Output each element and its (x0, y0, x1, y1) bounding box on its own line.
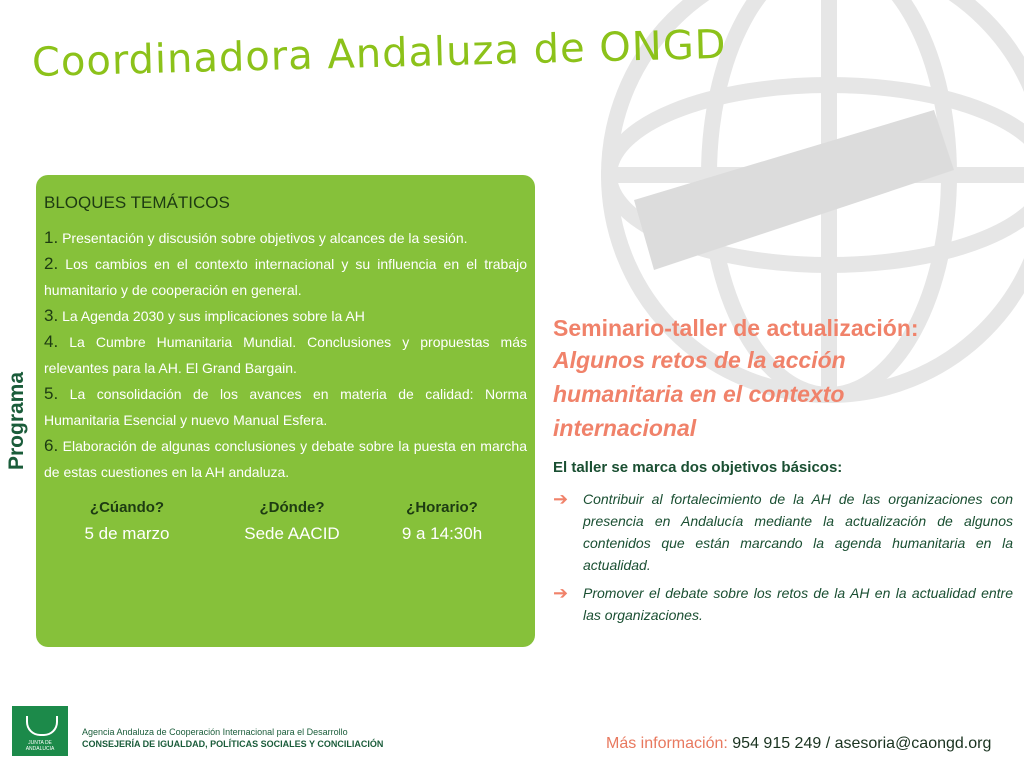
item-text: Presentación y discusión sobre objetivos y alcances de la sesión. (58, 230, 468, 246)
where-question: ¿Dónde? (259, 499, 325, 516)
time-question: ¿Horario? (406, 499, 478, 516)
program-item (44, 225, 527, 251)
objective-text: Contribuir al fortalecimiento de la AH de las organizaciones con presencia en Andalucía mediante la actualización de algunos contenidos que están marcando la agenda humanitaria en la actualidad. (583, 491, 1013, 573)
agency-name: Agencia Andaluza de Cooperación Internacional para el Desarrollo (82, 727, 348, 737)
program-item (44, 329, 527, 381)
when-question: ¿Cúando? (89, 499, 165, 516)
where-block (212, 499, 372, 544)
item-text: Elaboración de algunas conclusiones y debate sobre la puesta en marcha de estas cuestiones en la AH andaluza. (44, 438, 527, 480)
item-text: Los cambios en el contexto internacional y su influencia en el trabajo humanitario y de cooperación en general. (44, 256, 527, 298)
agency-text (82, 726, 383, 750)
item-number: 6. (44, 436, 59, 455)
page-title: Coordinadora Andaluza de ONGD (31, 21, 728, 86)
time-answer: 9 a 14:30h (401, 524, 483, 543)
more-info-label: Más información: (606, 735, 728, 752)
ministry-name: CONSEJERÍA DE IGUALDAD, POLÍTICAS SOCIALES Y CONCILIACIÓN (82, 739, 384, 749)
objectives-intro: El taller se marca dos objetivos básicos: (553, 459, 843, 476)
program-item (44, 303, 527, 329)
item-text: La Agenda 2030 y sus implicaciones sobre la AH (58, 308, 365, 324)
item-number: 3. (44, 306, 59, 325)
seminar-title: Seminario-taller de actualización: (553, 315, 919, 341)
arrow-right-icon: ➔ (553, 583, 569, 603)
blocks-heading: BLOQUES TEMÁTICOS (44, 193, 230, 212)
more-info (606, 735, 991, 753)
program-item (44, 433, 527, 485)
where-answer: Sede AACID (244, 524, 340, 543)
objective-item (553, 488, 1013, 576)
arrow-right-icon: ➔ (553, 489, 569, 509)
time-block (372, 499, 512, 544)
when-answer: 5 de marzo (84, 524, 170, 543)
logo-arch-icon (26, 716, 58, 736)
item-text: La Cumbre Humanitaria Mundial. Conclusiones y propuestas más relevantes para la AH. El Grand Bargain. (44, 334, 527, 376)
item-text: La consolidación de los avances en materia de calidad: Norma Humanitaria Esencial y nuevo Manual Esfera. (44, 386, 527, 428)
item-number: 1. (44, 228, 59, 247)
program-item (44, 381, 527, 433)
objective-text: Promover el debate sobre los retos de la AH en la actualidad entre las organizaciones. (583, 585, 1013, 623)
logo-text: JUNTA DE ANDALUCIA (25, 740, 55, 752)
when-block (52, 499, 202, 544)
seminar-subtitle: Algunos retos de la acción humanitaria en el contexto internacional (553, 347, 846, 441)
junta-andalucia-logo (12, 706, 68, 756)
more-info-contact: 954 915 249 / asesoria@caongd.org (727, 735, 992, 752)
objective-item (553, 582, 1013, 626)
event-info-row (44, 499, 527, 544)
program-side-label: Programa (5, 371, 28, 470)
item-number: 5. (44, 384, 59, 403)
seminar-section (553, 314, 1013, 632)
program-box (36, 175, 535, 647)
item-number: 4. (44, 332, 59, 351)
program-item (44, 251, 527, 303)
item-number: 2. (44, 254, 59, 273)
